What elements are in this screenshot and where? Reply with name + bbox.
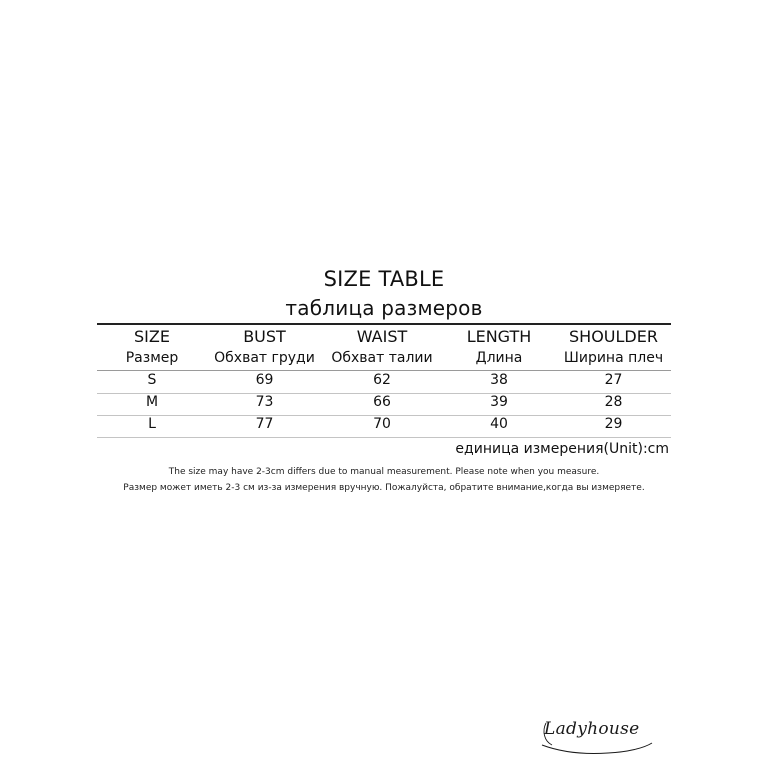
table-cell-size: M (145, 394, 159, 410)
table-top-rule (97, 323, 671, 325)
table-cell-shoulder: 28 (604, 394, 623, 410)
table-cell-waist: 70 (373, 416, 391, 432)
table-header-ru (97, 350, 671, 366)
header-waist: WAIST (356, 327, 408, 346)
header-waist-ru: Обхват талии (331, 350, 433, 366)
header-shoulder-ru: Ширина плеч (563, 350, 664, 366)
header-shoulder: SHOULDER (569, 327, 658, 346)
measurement-note-ru: Размер может иметь 2-3 см из-за измерения вручную. Пожалуйста, обратите внимание,когда вы измеряете. (123, 483, 645, 493)
table-cell-size: L (148, 416, 156, 432)
measurement-note-en: The size may have 2-3cm differs due to manual measurement. Please note when you measure. (168, 467, 600, 477)
header-length: LENGTH (466, 327, 532, 346)
header-size: SIZE (134, 327, 170, 346)
header-length-ru: Длина (475, 350, 523, 366)
table-cell-length: 39 (490, 394, 508, 410)
header-bust: BUST (243, 327, 286, 346)
table-cell-shoulder: 27 (604, 372, 623, 388)
table-cell-waist: 62 (373, 372, 391, 388)
table-cell-waist: 66 (373, 394, 391, 410)
table-row (97, 394, 671, 410)
table-row (97, 416, 671, 432)
table-cell-bust: 73 (255, 394, 274, 410)
header-size-ru: Размер (125, 350, 179, 366)
page-title: SIZE TABLE (323, 267, 445, 291)
table-header-rule (97, 370, 671, 371)
table-header-en (97, 327, 671, 346)
logo-text: Ladyhouse (544, 719, 640, 739)
unit-note: единица измерения(Unit):cm (455, 441, 669, 457)
table-cell-length: 38 (490, 372, 508, 388)
table-cell-length: 40 (490, 416, 508, 432)
header-bust-ru: Обхват груди (214, 350, 315, 366)
table-bottom-rule (97, 437, 671, 438)
page-subtitle: таблица размеров (285, 296, 483, 320)
table-cell-bust: 77 (255, 416, 274, 432)
table-row (97, 372, 671, 388)
brand-logo (538, 715, 656, 759)
table-cell-bust: 69 (255, 372, 274, 388)
table-cell-size: S (147, 372, 157, 388)
table-cell-shoulder: 29 (604, 416, 623, 432)
